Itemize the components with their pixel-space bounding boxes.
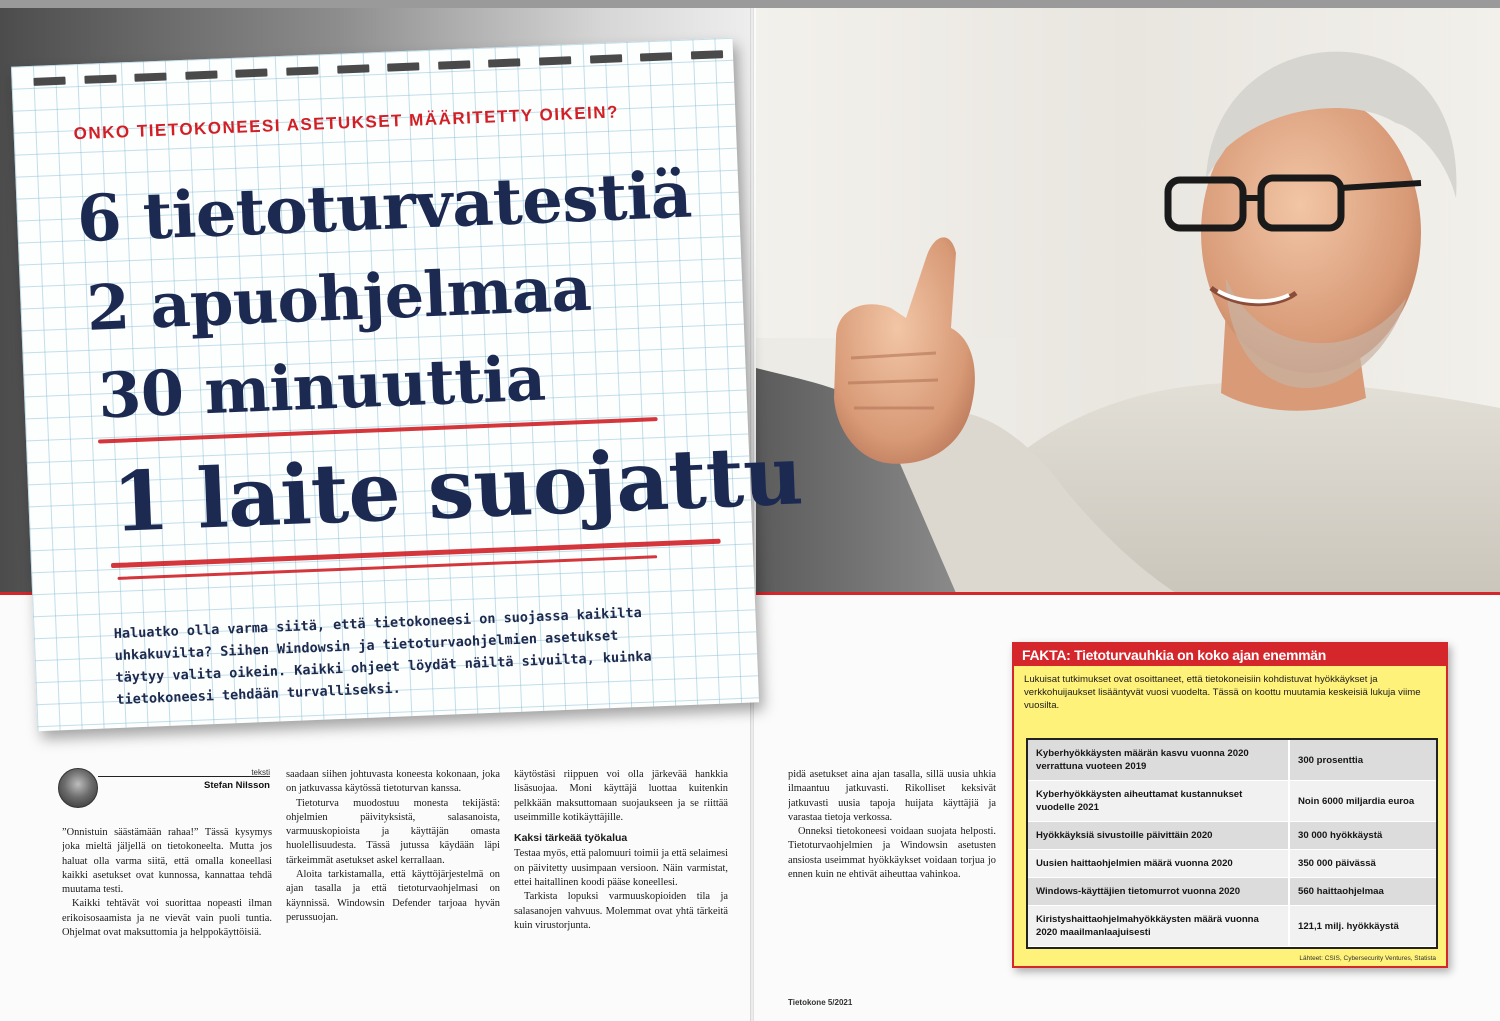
hero-photo xyxy=(756,8,1500,593)
subheading: Kaksi tärkeää työkalua xyxy=(514,832,628,845)
headline-line-4: 1 laite suojattu xyxy=(110,427,805,551)
paragraph: Kaikki tehtävät voi suorittaa nopeasti ilman erikoisosaamista ja ne vievät vain puoli tuntia. Ohjelmat ovat maksuttomia ja helppokäyttöisiä. xyxy=(62,898,272,939)
kicker: ONKO TIETOKONEESI ASETUKSET MÄÄRITETTY OIKEIN? xyxy=(73,102,620,144)
paragraph: Testaa myös, että palomuuri toimii ja että selaimesi on päivitetty uusimpaan versioon. Näin varmistat, ettei haitallinen koodi pääse koneellesi. xyxy=(514,848,728,889)
table-row xyxy=(1028,878,1436,906)
paragraph: Aloita tarkistamalla, että käyttöjärjestelmä on ajan tasalla ja että tietoturvaohjelmasi on käynnissä. Windowsin Defender tarjoaa hyvän perussuojan. xyxy=(286,869,500,923)
hero-photo-illustration xyxy=(756,8,1500,593)
byline-rule xyxy=(98,776,270,777)
fact-box-intro: Lukuisat tutkimukset ovat osoittaneet, että tietokoneisiin kohdistuvat hyökkäykset ja verkkohuijaukset lisääntyvät vuosi vuodelta. Tässä on koottu muutamia keskeisiä lukuja viime vuosilta. xyxy=(1024,674,1421,711)
fact-box xyxy=(1012,642,1448,968)
paragraph: Tietoturva muodostuu monesta tekijästä: ohjelmien päivityksistä, salasanoista, varmuuskopioista ja käyttäjän omasta huolellisuudesta. Tässä jutussa käydään läpi tärkeimmät asetukset askel kerrallaan. xyxy=(286,797,500,866)
fact-box-title: FAKTA: Tietoturvauhkia on koko ajan enemmän xyxy=(1014,644,1446,666)
paragraph: Tarkista lopuksi varmuuskopioiden tila ja salasanojen vahvuus. Molemmat ovat yhtä tärkeitä kuin virustorjunta. xyxy=(514,891,728,931)
fact-label: Uusien haittaohjelmien määrä vuonna 2020 xyxy=(1028,850,1289,878)
fact-label: Hyökkäyksiä sivustoille päivittäin 2020 xyxy=(1028,822,1289,850)
headline-card xyxy=(11,38,805,731)
lead-paragraph: Haluatko olla varma siitä, että tietokoneesi on suojassa kaikilta uhkakuvilta? Siihen Windowsin ja tietoturvaohjelmien asetukset täytyy valita oikein. Kaikki ohjeet löydät näiltä sivuilta, kuinka tietokoneesi tehdään turvalliseksi. xyxy=(113,604,652,709)
headline-line-3: 30 minuuttia xyxy=(96,341,547,433)
fact-value: Noin 6000 miljardia euroa xyxy=(1289,781,1436,822)
paragraph: pidä asetukset aina ajan tasalla, sillä uusia uhkia ilmaantuu jatkuvasti. Rikolliset keksivät jatkuvasti uusia tapoja huijata käyttäjiä ja varastaa tietoja verkossa. xyxy=(788,769,996,823)
fact-source: Lähteet: CSIS, Cybersecurity Ventures, Statista xyxy=(1299,955,1436,962)
page-footer: Tietokone 5/2021 xyxy=(788,998,853,1007)
fact-table xyxy=(1026,738,1438,949)
article-column-3 xyxy=(514,768,728,978)
fact-value: 300 prosenttia xyxy=(1289,740,1436,781)
table-row xyxy=(1028,850,1436,878)
fact-value: 350 000 päivässä xyxy=(1289,850,1436,878)
headline-line-1: 6 tietoturvatestiä xyxy=(75,157,693,258)
fact-label: Kyberhyökkäysten aiheuttamat kustannukset vuodelle 2021 xyxy=(1028,781,1289,822)
red-divider-line xyxy=(756,592,1500,595)
fact-value: 121,1 milj. hyökkäystä xyxy=(1289,906,1436,947)
byline xyxy=(58,768,272,818)
article-column-4 xyxy=(788,768,996,973)
paragraph: saadaan siihen johtuvasta koneesta kokonaan, joka on jatkuvassa käytössä tietoturvan kanssa. xyxy=(286,769,500,795)
table-row xyxy=(1028,906,1436,947)
paragraph: käytöstäsi riippuen voi olla järkevää hankkia lisäsuojaa. Moni käyttäjä luottaa kuitenkin pelkkään maksuttomaan suojaukseen ja se riittää useimmille kotikäyttäjille. xyxy=(514,769,728,823)
paragraph: Onneksi tietokoneesi voidaan suojata helposti. Tietoturvaohjelmien ja Windowsin asetusten ansiosta useimmat hyökkäykset voidaan torjua jo ennen kuin ne ehtivät aiheuttaa vahinkoa. xyxy=(788,826,996,881)
magazine-spread xyxy=(0,8,1500,1021)
fact-label: Kiristyshaittaohjelmahyökkäysten määrä vuonna 2020 maailmanlaajuisesti xyxy=(1028,906,1289,947)
table-row xyxy=(1028,781,1436,822)
headline-line-2: 2 apuohjelmaa xyxy=(85,251,593,345)
author-avatar xyxy=(58,768,98,808)
fact-label: Kyberhyökkäysten määrän kasvu vuonna 2020 verrattuna vuoteen 2019 xyxy=(1028,740,1289,781)
author-role: teksti xyxy=(251,768,270,777)
article-column-2 xyxy=(286,768,500,978)
fact-label: Windows-käyttäjien tietomurrot vuonna 2020 xyxy=(1028,878,1289,906)
fact-value: 30 000 hyökkäystä xyxy=(1289,822,1436,850)
table-row xyxy=(1028,740,1436,781)
article-column-1 xyxy=(62,826,272,976)
table-row xyxy=(1028,822,1436,850)
paragraph: ”Onnistuin säästämään rahaa!” Tässä kysymys joka mieltä jäljellä on tietokoneelta. Mutta jos haluat olla varma siitä, että omalla koneellasi kaikki asetukset ovat kunnossa, kannattaa tehdä muutama testi. xyxy=(62,827,272,896)
fact-value: 560 haittaohjelmaa xyxy=(1289,878,1436,906)
author-name: Stefan Nilsson xyxy=(204,780,270,791)
